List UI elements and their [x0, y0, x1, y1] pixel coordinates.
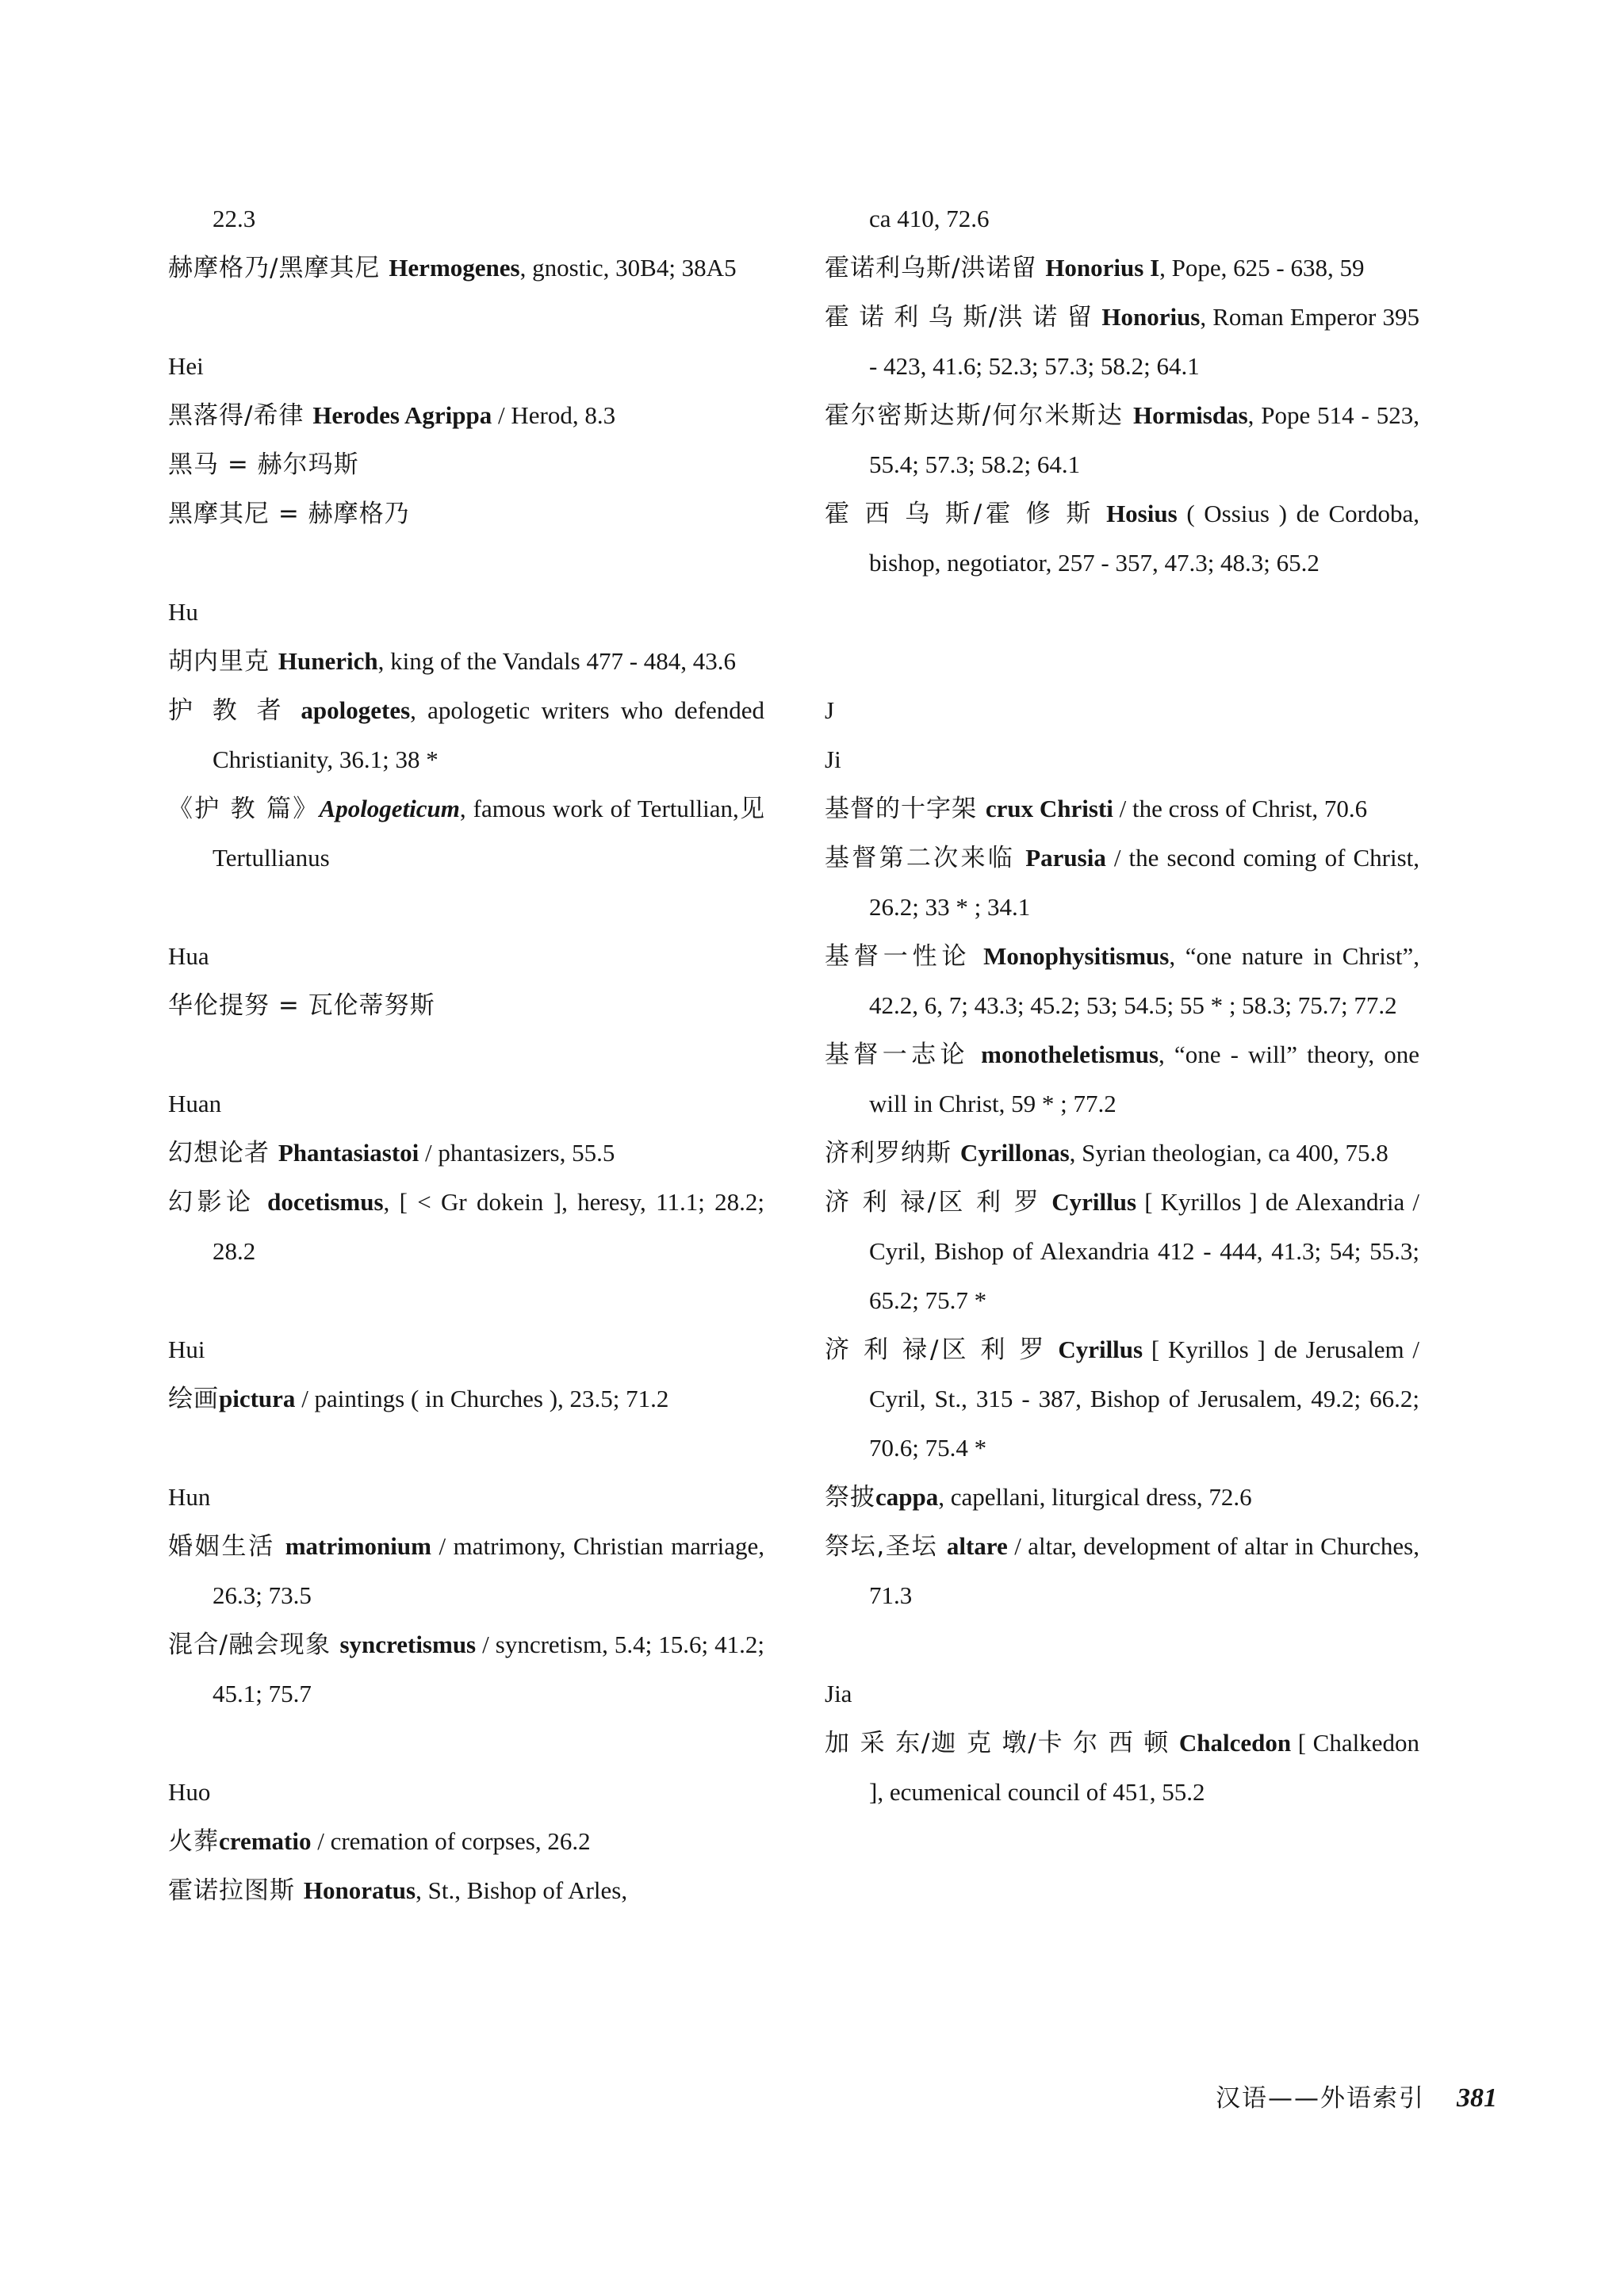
index-entry — [825, 293, 1419, 391]
entry-term: cappa — [875, 1483, 939, 1511]
entry-chinese: 黑摩其尼 = 赫摩格乃 — [168, 500, 410, 528]
index-entry — [168, 637, 764, 686]
entry-chinese: 火葬 — [168, 1827, 219, 1856]
entry-term: Monophysitismus — [983, 942, 1170, 970]
right-column — [825, 194, 1419, 1817]
entry-chinese: 济利罗纳斯 — [825, 1139, 960, 1167]
entry-detail: / paintings ( in Churches ), 23.5; 71.2 — [295, 1385, 669, 1412]
index-entry — [168, 784, 764, 883]
index-entry — [825, 243, 1419, 293]
entry-term: crematio — [219, 1827, 312, 1855]
entry-chinese: 黑马 = 赫尔玛斯 — [168, 450, 359, 479]
entry-chinese: 祭披 — [825, 1483, 875, 1512]
index-entry — [168, 1129, 764, 1178]
entry-chinese: 霍 西 乌 斯/霍 修 斯 — [825, 500, 1107, 528]
section-heading: Hei — [168, 352, 204, 380]
index-entry — [168, 440, 764, 489]
entry-detail: , capellani, liturgical dress, 72.6 — [938, 1483, 1252, 1511]
entry-term: syncretismus — [339, 1631, 477, 1658]
entry-detail: / the second coming of Christ, 26.2; 33 * ; 34.1 — [869, 844, 1419, 921]
entry-chinese: 婚姻生活 — [168, 1532, 285, 1561]
entry-chinese: 济 利 禄/区 利 罗 — [825, 1336, 1059, 1364]
index-entry — [168, 1522, 764, 1620]
entry-detail: , famous work of Tertullian,见 Tertullianus — [213, 795, 764, 872]
section-heading: Huo — [168, 1778, 211, 1806]
entry-detail: , [ < Gr dokein ], heresy, 11.1; 28.2; 28.2 — [213, 1188, 764, 1265]
index-entry — [825, 784, 1419, 834]
index-entry — [168, 1620, 764, 1719]
entry-detail: [ Chalkedon ], ecumenical council of 451, 55.2 — [869, 1729, 1419, 1806]
index-entry — [168, 686, 764, 784]
entry-chinese: 胡内里克 — [168, 647, 278, 676]
entry-chinese: 霍尔密斯达斯/何尔米斯达 — [825, 401, 1133, 430]
entry-chinese: 基督的十字架 — [825, 795, 986, 823]
page-footer — [1216, 2078, 1497, 2113]
entry-term: apologetes — [301, 696, 411, 724]
index-entry — [168, 1817, 764, 1866]
entry-term: Cyrillonas — [959, 1139, 1070, 1167]
index-entry — [168, 981, 764, 1030]
index-entry — [168, 391, 764, 440]
index-entry — [825, 1325, 1419, 1473]
entry-term: monotheletismus — [981, 1040, 1159, 1068]
entry-term: Parusia — [1025, 844, 1106, 872]
entry-term: Hunerich — [278, 647, 378, 675]
index-entry — [825, 1473, 1419, 1522]
entry-chinese: 基督一性论 — [825, 942, 984, 971]
entry-chinese: 赫摩格乃/黑摩其尼 — [168, 254, 389, 282]
entry-chinese: 《护 教 篇》 — [168, 795, 320, 823]
entry-detail: , gnostic, 30B4; 38A5 — [519, 254, 737, 282]
entry-detail: , king of the Vandals 477 - 484, 43.6 — [377, 647, 737, 675]
entry-term: Herodes Agrippa — [312, 401, 492, 429]
page-number: 381 — [1457, 2083, 1497, 2113]
entry-detail: , apologetic writers who defended Christianity, 36.1; 38 * — [213, 696, 765, 773]
entry-term: Hormisdas — [1132, 401, 1248, 429]
entry-chinese: 绘画 — [168, 1385, 219, 1413]
entry-detail: , “one nature in Christ”, 42.2, 6, 7; 43.3; 45.2; 53; 54.5; 55 * ; 58.3; 75.7; 77.2 — [869, 942, 1419, 1019]
index-entry — [168, 243, 764, 293]
index-entry — [168, 1178, 764, 1276]
entry-term: Hosius — [1106, 500, 1178, 527]
entry-term: Honoratus — [303, 1876, 416, 1904]
index-entry — [825, 391, 1419, 489]
entry-term: Hermogenes — [389, 254, 520, 282]
entry-detail: , Syrian theologian, ca 400, 75.8 — [1069, 1139, 1388, 1167]
entry-chinese: 祭坛,圣坛 — [825, 1532, 947, 1561]
entry-term: altare — [946, 1532, 1008, 1560]
entry-detail: , Roman Emperor 395 - 423, 41.6; 52.3; 57.3; 58.2; 64.1 — [869, 303, 1419, 380]
entry-chinese: 霍 诺 利 乌 斯/洪 诺 留 — [825, 303, 1102, 331]
continuation-line: 22.3 — [213, 205, 256, 232]
entry-term: Apologeticum — [319, 795, 460, 822]
entry-detail: / Herod, 8.3 — [492, 401, 616, 429]
entry-term: Honorius — [1101, 303, 1201, 331]
entry-term: pictura — [219, 1385, 296, 1412]
index-entry — [168, 489, 764, 538]
section-heading: Hui — [168, 1336, 205, 1363]
section-heading: Jia — [825, 1680, 852, 1707]
index-entry — [825, 1178, 1419, 1325]
entry-detail: / the cross of Christ, 70.6 — [1113, 795, 1368, 822]
entry-chinese: 基督一志论 — [825, 1040, 982, 1069]
index-entry — [825, 1522, 1419, 1620]
entry-term: Chalcedon — [1178, 1729, 1292, 1757]
section-heading: Hun — [168, 1483, 211, 1511]
section-heading: Hua — [168, 942, 209, 970]
entry-term: matrimonium — [285, 1532, 431, 1560]
running-title: 汉语——外语索引 — [1216, 2084, 1425, 2113]
entry-chinese: 幻影论 — [168, 1188, 268, 1217]
entry-detail: / matrimony, Christian marriage, 26.3; 73.5 — [213, 1532, 764, 1609]
section-heading: J — [825, 696, 835, 724]
entry-term: Phantasiastoi — [278, 1139, 419, 1167]
entry-term: Honorius I — [1045, 254, 1160, 282]
entry-chinese: 混合/融会现象 — [168, 1631, 340, 1659]
entry-detail: , “one - will” theory, one will in Christ, 59 * ; 77.2 — [869, 1040, 1419, 1117]
index-entry — [168, 1374, 764, 1424]
index-entry — [825, 834, 1419, 932]
entry-detail: / syncretism, 5.4; 15.6; 41.2; 45.1; 75.7 — [213, 1631, 764, 1707]
entry-detail: , Pope 514 - 523, 55.4; 57.3; 58.2; 64.1 — [869, 401, 1419, 478]
entry-chinese: 霍诺拉图斯 — [168, 1876, 304, 1905]
entry-detail: / phantasizers, 55.5 — [419, 1139, 615, 1167]
left-column — [168, 194, 764, 1915]
entry-chinese: 基督第二次来临 — [825, 844, 1026, 872]
continuation-line: ca 410, 72.6 — [869, 205, 990, 232]
entry-term: Cyrillus — [1051, 1188, 1137, 1216]
index-entry — [825, 489, 1419, 588]
index-entry — [825, 1030, 1419, 1129]
index-entry — [825, 932, 1419, 1030]
entry-detail: , St., Bishop of Arles, — [416, 1876, 628, 1904]
entry-detail: , Pope, 625 - 638, 59 — [1159, 254, 1365, 282]
entry-term: crux Christi — [985, 795, 1113, 822]
entry-chinese: 济 利 禄/区 利 罗 — [825, 1188, 1052, 1217]
section-heading: Huan — [168, 1090, 222, 1117]
entry-chinese: 护 教 者 — [168, 696, 301, 725]
entry-detail: / altar, development of altar in Churches, 71.3 — [869, 1532, 1419, 1609]
entry-term: docetismus — [267, 1188, 384, 1216]
entry-chinese: 幻想论者 — [168, 1139, 278, 1167]
entry-term: Cyrillus — [1058, 1336, 1143, 1363]
index-entry — [825, 1129, 1419, 1178]
entry-chinese: 加 采 东/迦 克 墩/卡 尔 西 顿 — [825, 1729, 1179, 1757]
entry-detail: [ Kyrillos ] de Jerusalem / Cyril, St., 315 - 387, Bishop of Jerusalem, 49.2; 66.2; 70.6; 75.4 * — [869, 1336, 1419, 1462]
entry-chinese: 霍诺利乌斯/洪诺留 — [825, 254, 1046, 282]
entry-detail: [ Kyrillos ] de Alexandria / Cyril, Bishop of Alexandria 412 - 444, 41.3; 54; 55.3; 65.2; 75.7 * — [869, 1188, 1419, 1314]
section-heading: Ji — [825, 745, 841, 773]
entry-chinese: 黑落得/希律 — [168, 401, 313, 430]
index-entry — [168, 1866, 764, 1915]
entry-detail: ( Ossius ) de Cordoba, bishop, negotiator, 257 - 357, 47.3; 48.3; 65.2 — [869, 500, 1419, 577]
entry-chinese: 华伦提努 = 瓦伦蒂努斯 — [168, 991, 435, 1020]
index-entry — [825, 1719, 1419, 1817]
section-heading: Hu — [168, 598, 198, 626]
entry-detail: / cremation of corpses, 26.2 — [311, 1827, 591, 1855]
